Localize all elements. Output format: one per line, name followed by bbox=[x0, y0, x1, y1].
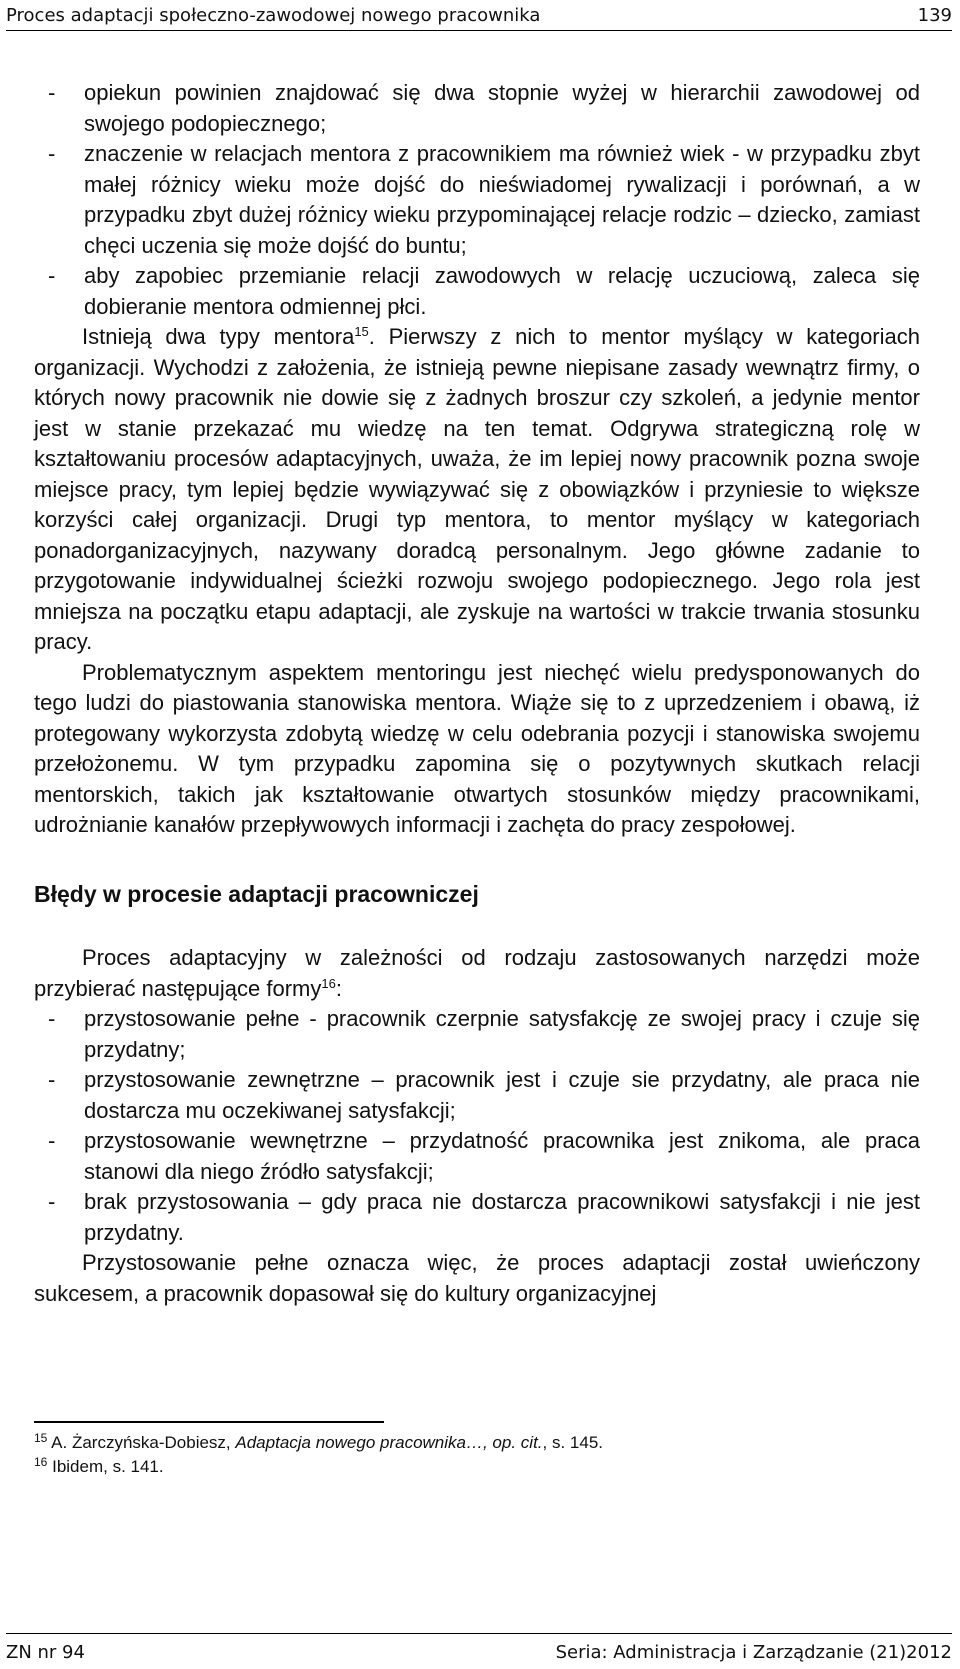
footer-rule bbox=[6, 1633, 952, 1634]
list-item bbox=[34, 261, 920, 322]
list-item-text: przystosowanie wewnętrzne – przydatność pracownika jest znikoma, ale praca stanowi dla niego źródło satysfakcji; bbox=[84, 1128, 920, 1184]
running-header-title: Proces adaptacji społeczno-zawodowej nowego pracownika bbox=[6, 4, 541, 26]
footnote-text: A. Żarczyńska-Dobiesz, bbox=[51, 1433, 236, 1452]
list-item-text: znaczenie w relacjach mentora z pracownikiem ma również wiek - w przypadku zbyt małej różnicy wieku może dojść do nieświadomej rywalizacji i porównań, a w przypadku zbyt dużej różnicy wieku przypominającej relacje rodzic – dziecko, zamiast chęci uczenia się może dojść do buntu; bbox=[84, 141, 920, 258]
paragraph-text: . Pierwszy z nich to mentor myślący w kategoriach organizacji. Wychodzi z założenia, że istnieją pewne niepisane zasady wewnątrz firmy, o których nowy pracownik nie dowie się z żadnych broszur czy szkoleń, a jedynie mentor jest w stanie przekazać mu wiedzę na ten temat. Odgrywa strategiczną rolę w kształtowaniu procesów adaptacyjnych, uważa, że im lepiej nowy pracownik pozna swoje miejsce pracy, tym lepiej będzie wywiązywać się z obowiązków i przyniesie to większe korzyści całej organizacji. Drugi typ mentora, to mentor myślący w kategoriach ponadorganizacyjnych, nazywany doradcą personalnym. Jego główne zadanie to przygotowanie indywidualnej ścieżki rozwoju swojego podopiecznego. Jego rola jest mniejsza na początku etapu adaptacji, ale zyskuje na wartości w trakcie trwania stosunku pracy. bbox=[34, 324, 920, 654]
section-heading: Błędy w procesie adaptacji pracowniczej bbox=[34, 880, 479, 907]
page-body bbox=[34, 78, 920, 1309]
list-item-text: przystosowanie zewnętrzne – pracownik jest i czuje sie przydatny, ale praca nie dostarcza mu oczekiwanej satysfakcji; bbox=[84, 1067, 920, 1123]
list-dash: - bbox=[48, 141, 56, 166]
running-footer bbox=[6, 1638, 952, 1666]
journal-series: Seria: Administracja i Zarządzanie (21)2012 bbox=[555, 1641, 952, 1663]
list-item bbox=[34, 139, 920, 261]
footnote-rule bbox=[34, 1421, 384, 1423]
running-header bbox=[6, 2, 952, 28]
list-dash: - bbox=[48, 1067, 56, 1092]
footnote-number: 16 bbox=[34, 1455, 48, 1469]
footnote-title: Adaptacja nowego pracownika…, op. cit. bbox=[235, 1433, 543, 1452]
journal-issue: ZN nr 94 bbox=[6, 1641, 85, 1663]
list-dash: - bbox=[48, 80, 56, 105]
header-rule bbox=[6, 30, 952, 31]
paragraph-text: : bbox=[335, 975, 342, 1001]
list-dash: - bbox=[48, 1128, 56, 1153]
list-item-text: aby zapobiec przemianie relacji zawodowych w relację uczuciową, zaleca się dobieranie mentora odmiennej płci. bbox=[84, 263, 920, 319]
footnotes bbox=[34, 1431, 920, 1479]
paragraph-mentor-types bbox=[34, 322, 920, 658]
footnote-number: 15 bbox=[34, 1431, 48, 1445]
page-number: 139 bbox=[917, 4, 952, 26]
list-item-text: opiekun powinien znajdować się dwa stopnie wyżej w hierarchii zawodowej od swojego podopiecznego; bbox=[84, 80, 920, 136]
list-dash: - bbox=[48, 1189, 56, 1214]
mentor-criteria-list bbox=[34, 78, 920, 322]
list-item bbox=[34, 78, 920, 139]
list-item bbox=[34, 1126, 920, 1187]
list-dash: - bbox=[48, 1006, 56, 1031]
list-dash: - bbox=[48, 263, 56, 288]
footnote-text: , s. 145. bbox=[542, 1433, 603, 1452]
paragraph-adaptation-forms bbox=[34, 943, 920, 1004]
footnote-ref[interactable]: 16 bbox=[321, 975, 336, 991]
paragraph-text: Istnieją dwa typy mentora bbox=[82, 324, 355, 349]
paragraph-full-adaptation: Przystosowanie pełne oznacza więc, że proces adaptacji został uwieńczony sukcesem, a pracownik dopasował się do kultury organizacyjnej bbox=[34, 1250, 920, 1306]
adaptation-forms-list bbox=[34, 1004, 920, 1248]
list-item-text: przystosowanie pełne - pracownik czerpnie satysfakcję ze swojej pracy i czuje się przydatny; bbox=[84, 1006, 920, 1062]
footnote-16 bbox=[34, 1455, 920, 1479]
footnote-text: Ibidem, s. 141. bbox=[52, 1457, 164, 1476]
paragraph-text: Proces adaptacyjny w zależności od rodzaju zastosowanych narzędzi może przybierać następujące formy bbox=[34, 945, 920, 1001]
list-item bbox=[34, 1004, 920, 1065]
list-item bbox=[34, 1065, 920, 1126]
footnote-ref[interactable]: 15 bbox=[354, 324, 369, 339]
paragraph-mentoring-problems: Problematycznym aspektem mentoringu jest niechęć wielu predysponowanych do tego ludzi do piastowania stanowiska mentora. Wiąże się to z uprzedzeniem i obawą, iż protegowany wykorzysta zdobytą wiedzę w celu odebrania pozycji i stanowiska swojemu przełożonemu. W tym przypadku zapomina się o pozytywnych skutkach relacji mentorskich, takich jak kształtowanie otwartych stosunków między pracownikami, udrożnianie kanałów przepływowych informacji i zachęta do pracy zespołowej. bbox=[34, 659, 920, 837]
list-item bbox=[34, 1187, 920, 1248]
list-item-text: brak przystosowania – gdy praca nie dostarcza pracownikowi satysfakcji i nie jest przydatny. bbox=[84, 1189, 920, 1245]
footnote-15 bbox=[34, 1431, 920, 1455]
